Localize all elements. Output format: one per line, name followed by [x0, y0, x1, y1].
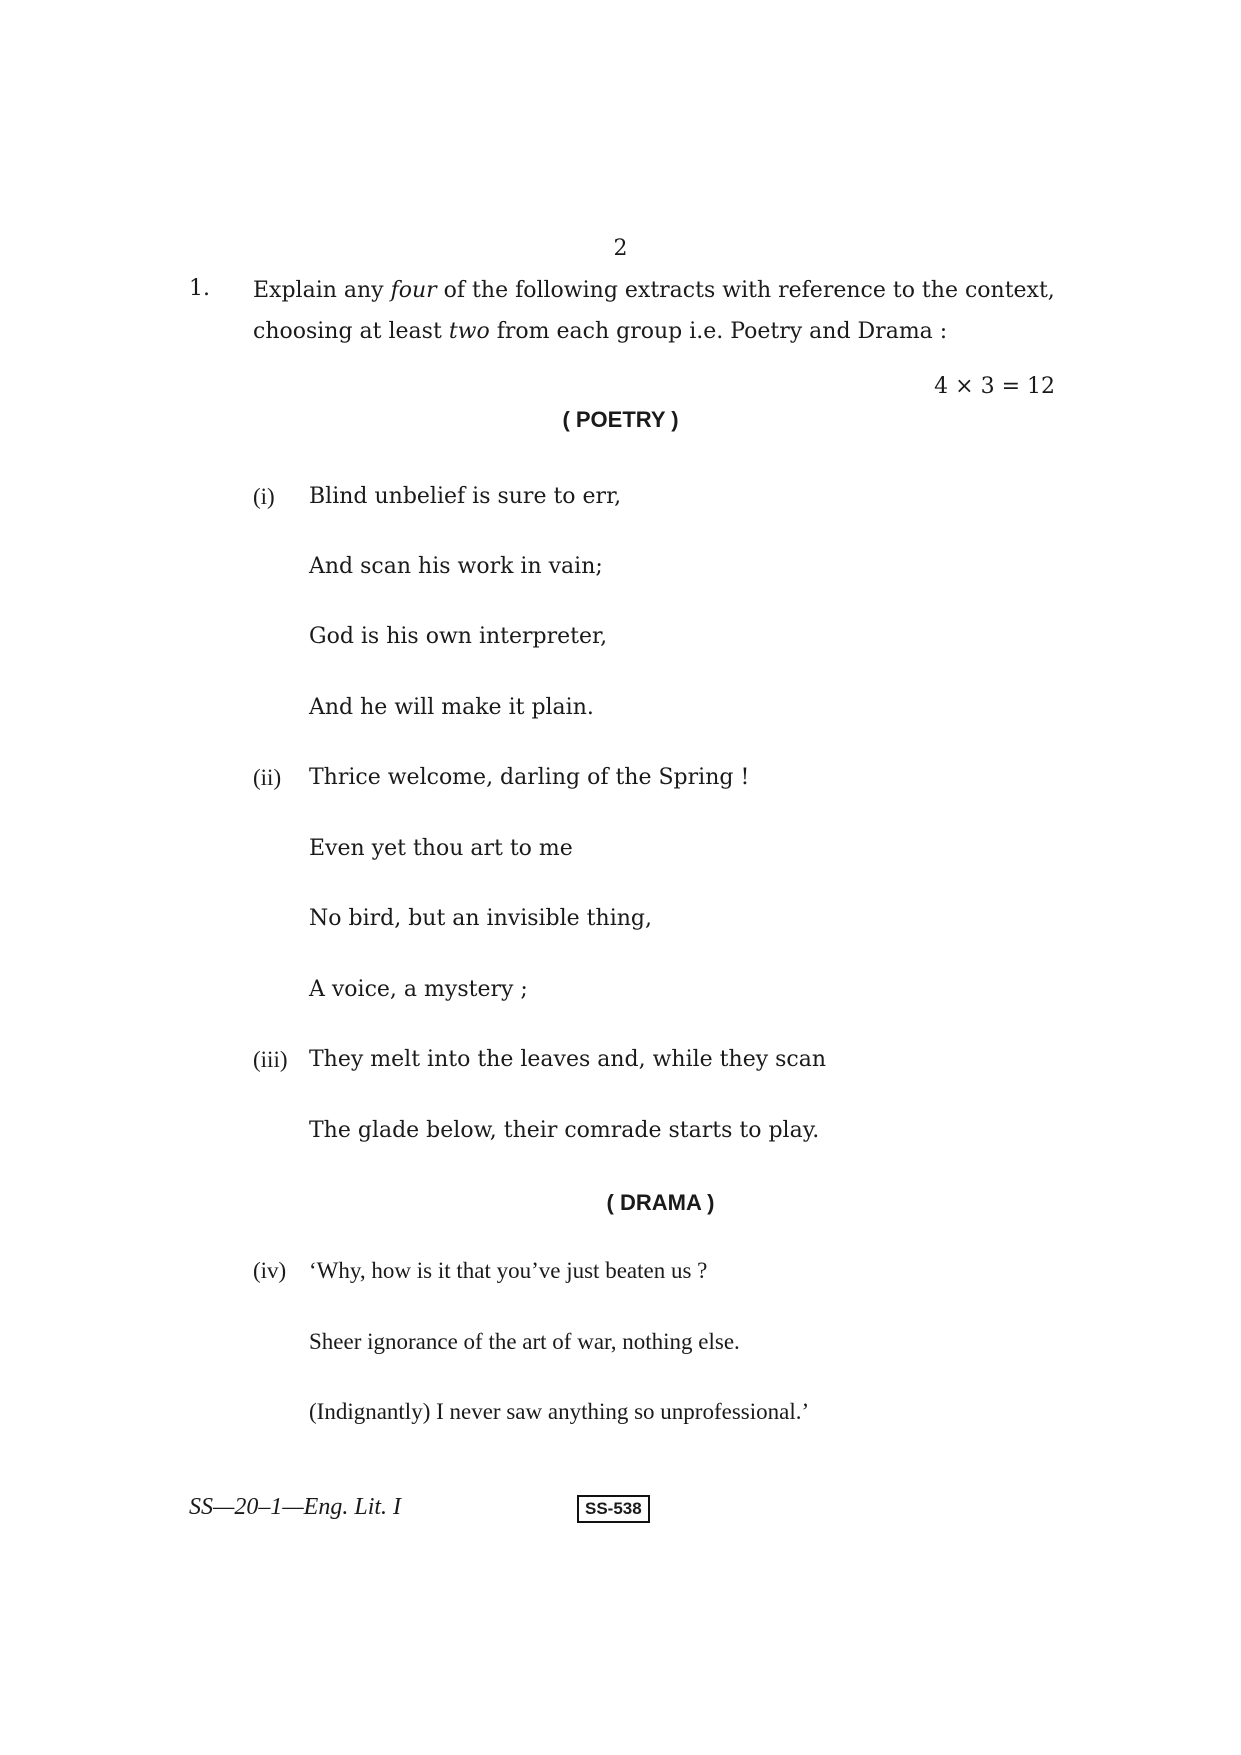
extract-line: Sheer ignorance of the art of war, nothing else. — [309, 1329, 740, 1354]
extract-line: They melt into the leaves and, while they scan — [309, 1047, 827, 1072]
extract-line: The glade below, their comrade starts to play. — [309, 1118, 820, 1143]
extract-label: (iv) — [253, 1258, 287, 1283]
extract-line: And he will make it plain. — [309, 695, 594, 720]
marks-allocation: 4 × 3 = 12 — [934, 374, 1055, 399]
extract-line: No bird, but an invisible thing, — [309, 906, 652, 931]
section-heading-poetry: ( POETRY ) — [562, 407, 679, 432]
instruction-text: from each group i.e. Poetry and Drama : — [489, 319, 948, 344]
section-heading-drama: ( DRAMA ) — [606, 1190, 715, 1215]
instruction-emphasis: two — [448, 319, 490, 344]
footer-course-code: SS—20–1—Eng. Lit. I — [189, 1494, 402, 1520]
question-instruction-line-2 — [253, 311, 947, 352]
instruction-text: choosing at least — [253, 319, 449, 344]
instruction-text: of the following extracts with reference to the context, — [436, 278, 1055, 303]
extract-line: (Indignantly) I never saw anything so unprofessional.’ — [309, 1399, 810, 1424]
instruction-emphasis: four — [390, 278, 437, 303]
extract-line: Blind unbelief is sure to err, — [309, 484, 622, 509]
extract-label: (iii) — [253, 1047, 288, 1072]
question-instruction-line-1 — [253, 270, 1055, 311]
instruction-text: Explain any — [253, 278, 391, 303]
question-number: 1. — [189, 276, 210, 301]
extract-label: (ii) — [253, 765, 282, 790]
extract-line: ‘Why, how is it that you’ve just beaten us ? — [309, 1258, 708, 1283]
extract-line: God is his own interpreter, — [309, 624, 608, 649]
extract-line: Even yet thou art to me — [309, 836, 573, 861]
extract-label: (i) — [253, 484, 275, 509]
extract-line: A voice, a mystery ; — [309, 977, 528, 1002]
footer-paper-code: SS-538 — [577, 1495, 650, 1523]
extract-line: And scan his work in vain; — [309, 554, 603, 579]
page-number: 2 — [613, 236, 628, 261]
extract-line: Thrice welcome, darling of the Spring ! — [309, 765, 750, 790]
